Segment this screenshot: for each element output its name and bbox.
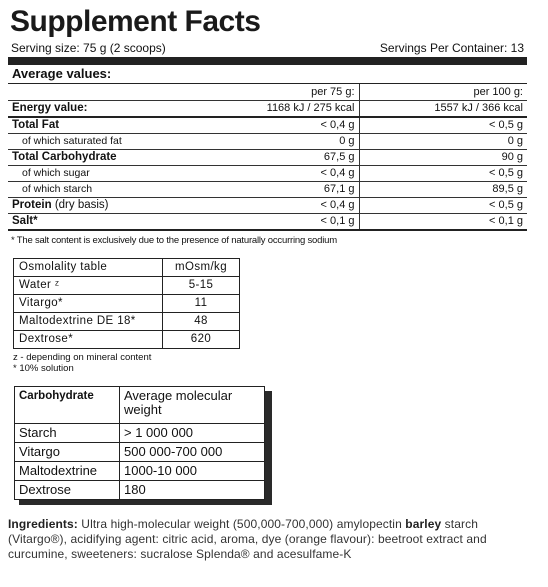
carbohydrate-table [14,386,265,500]
header-per-100g: per 100 g: [359,84,527,101]
osmolality-row [14,277,240,295]
carbohydrate-header-weight: Average molecular weight [120,387,265,424]
nutrition-row [8,182,527,198]
osmolality-substance: Vitargo* [14,295,163,313]
carbohydrate-row [15,424,265,443]
nutrient-label: of which starch [8,182,244,198]
value-per-serving: 67,5 g [244,150,359,166]
nutrition-table [8,84,527,231]
value-per-serving: < 0,4 g [244,117,359,134]
ingredients-barley: barley [405,517,442,531]
nutrition-row [8,214,527,231]
serving-info [8,39,527,58]
value-per-serving: 1168 kJ / 275 kcal [244,101,359,118]
carbohydrate-weight: 500 000-700 000 [120,443,265,462]
thick-divider [8,58,527,65]
nutrient-label: Total Fat [8,117,244,134]
nutrition-row [8,166,527,182]
osmolality-header-unit: mOsm/kg [163,259,240,277]
osmolality-value: 48 [163,313,240,331]
value-per-100g: 0 g [359,134,527,150]
carbohydrate-type: Starch [15,424,120,443]
osmolality-note-star: * 10% solution [13,363,74,374]
carbohydrate-type: Maltodextrine [15,462,120,481]
nutrient-label: Salt* [8,214,244,231]
osmolality-value: 620 [163,331,240,349]
serving-size: Serving size: 75 g (2 scoops) [11,41,166,55]
carbohydrate-row [15,443,265,462]
nutrient-label: Energy value: [8,101,244,118]
osmolality-notes [13,352,151,374]
value-per-100g: < 0,1 g [359,214,527,231]
value-per-serving: < 0,4 g [244,166,359,182]
value-per-100g: 1557 kJ / 366 kcal [359,101,527,118]
header-blank [8,84,244,101]
salt-footnote: * The salt content is exclusively due to the presence of naturally occurring sodium [11,235,337,246]
nutrition-header-row [8,84,527,101]
ingredients-label: Ingredients: [8,517,78,531]
osmolality-substance: Maltodextrine DE 18* [14,313,163,331]
value-per-serving: 0 g [244,134,359,150]
value-per-100g: 90 g [359,150,527,166]
nutrition-row [8,150,527,166]
value-per-100g: < 0,5 g [359,117,527,134]
osmolality-header-row [14,259,240,277]
carbohydrate-weight: 1000-10 000 [120,462,265,481]
carbohydrate-header-label: Carbohydrate [15,387,120,424]
panel-title: Supplement Facts [10,5,261,38]
supplement-facts-panel [8,5,527,247]
carbohydrate-type: Dextrose [15,481,120,500]
header-per-serving: per 75 g: [244,84,359,101]
value-per-serving: < 0,1 g [244,214,359,231]
average-values-heading: Average values: [8,65,527,84]
value-per-100g: < 0,5 g [359,166,527,182]
nutrition-row [8,117,527,134]
osmolality-note-z: z - depending on mineral content [13,352,152,363]
value-per-serving: < 0,4 g [244,198,359,214]
osmolality-value: 11 [163,295,240,313]
carbohydrate-weight: > 1 000 000 [120,424,265,443]
osmolality-row [14,313,240,331]
nutrition-row [8,101,527,118]
carbohydrate-row [15,481,265,500]
carbohydrate-type: Vitargo [15,443,120,462]
osmolality-row [14,331,240,349]
nutrition-row [8,198,527,214]
servings-per-container: Servings Per Container: 13 [379,41,524,55]
osmolality-header-label: Osmolality table [14,259,163,277]
ingredients-text: Ingredients: Ultra high-molecular weight (500,000-700,000) amylopectin barley starch (Vitargo®), acidifying agent: citric acid, aroma, dye (orange flavour): beetroot extract and curcumine, sweeteners: sucralose Splenda® and acesulfame-K [8,517,487,561]
osmolality-value: 5-15 [163,277,240,295]
carbohydrate-header-row [15,387,265,424]
osmolality-substance: Dextrose* [14,331,163,349]
osmolality-row [14,295,240,313]
osmolality-substance: Water ᶻ [14,277,163,295]
nutrient-label: Total Carbohydrate [8,150,244,166]
nutrient-label: of which sugar [8,166,244,182]
value-per-100g: 89,5 g [359,182,527,198]
carbohydrate-row [15,462,265,481]
value-per-serving: 67,1 g [244,182,359,198]
carbohydrate-weight: 180 [120,481,265,500]
nutrient-label: of which saturated fat [8,134,244,150]
osmolality-table [13,258,240,349]
nutrition-row [8,134,527,150]
value-per-100g: < 0,5 g [359,198,527,214]
nutrient-label: Protein (dry basis) [8,198,244,214]
